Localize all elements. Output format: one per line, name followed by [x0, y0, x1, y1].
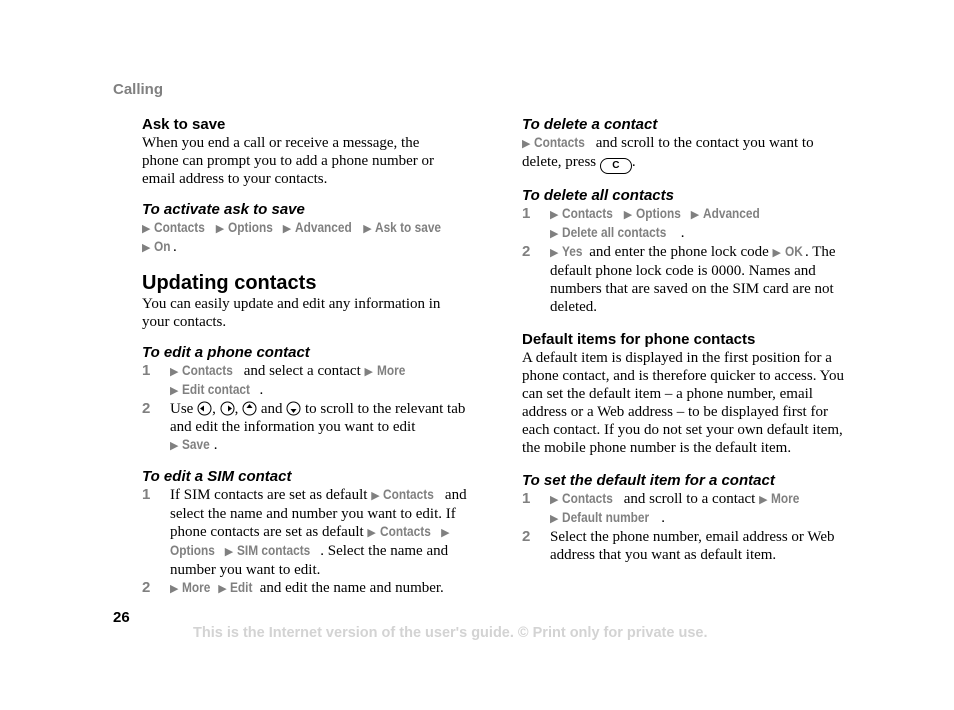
arrow-icon: ▶: [224, 546, 234, 558]
menu-contacts: Contacts: [534, 135, 586, 150]
right-column: [522, 116, 854, 564]
step-number: 1: [142, 362, 151, 379]
arrow-icon: ▶: [623, 209, 633, 221]
arrow-icon: ▶: [170, 583, 179, 595]
menu-more: More: [771, 491, 800, 506]
menu-options: Options: [227, 220, 273, 235]
menu-edit: Edit: [230, 580, 253, 595]
default-items-heading: Default items for phone contacts: [522, 331, 756, 348]
menu-ok: OK: [784, 244, 803, 259]
step-text: and enter the phone lock code: [589, 244, 769, 260]
menu-advanced: Advanced: [294, 220, 352, 235]
arrow-icon: ▶: [215, 223, 225, 235]
body-text: and scroll to the contact you want to delete, press: [522, 135, 814, 170]
set-default-heading: To set the default item for a contact: [522, 472, 775, 489]
section-header: Calling: [113, 81, 164, 98]
edit-phone-step-1: 1 ▶ Contacts and select a contact ▶ More ▶ Edit contact .: [142, 362, 406, 398]
nav-right-key-icon: [220, 401, 235, 416]
menu-on: On: [154, 239, 171, 254]
step-text: and select the name and number you want to edit. If phone contacts are set as default: [170, 487, 467, 540]
arrow-icon: ▶: [170, 385, 179, 397]
step-number: 1: [522, 205, 531, 222]
menu-yes: Yes: [562, 244, 583, 259]
clear-key-icon: C: [600, 158, 632, 174]
arrow-icon: ▶: [441, 527, 450, 539]
menu-edit-contact: Edit contact: [182, 382, 251, 397]
arrow-icon: ▶: [550, 228, 559, 240]
arrow-icon: ▶: [371, 490, 380, 502]
set-default-step-2: [522, 528, 850, 564]
menu-contacts: Contacts: [379, 524, 431, 539]
step-text: to scroll to the relevant tab and edit the information you want to edit: [170, 401, 466, 435]
updating-contacts-body: You can easily update and edit any information in your contacts.: [142, 296, 441, 330]
edit-phone-step-2: 2 Use , , and to scroll to the relevant tab and edit the information you want to edit ▶ Save .: [142, 400, 466, 453]
edit-phone-heading: To edit a phone contact: [142, 344, 310, 361]
step-number: 2: [142, 400, 151, 417]
arrow-icon: ▶: [218, 583, 227, 595]
footer-notice: This is the Internet version of the user's guide. © Print only for private use.: [193, 625, 708, 641]
left-column: [142, 116, 472, 598]
arrow-icon: ▶: [690, 209, 700, 221]
delete-all-step-2: [522, 243, 850, 316]
step-number: 2: [522, 243, 531, 260]
nav-left-key-icon: [197, 401, 212, 416]
step-number: 2: [522, 528, 531, 545]
updating-contacts-heading: Updating contacts: [142, 272, 317, 294]
menu-ask-to-save: Ask to save: [375, 220, 442, 235]
edit-sim-step-1: [142, 486, 470, 579]
menu-options: Options: [170, 543, 215, 558]
delete-contact-body: ▶ Contacts and scroll to the contact you want to delete, press C .: [522, 134, 842, 174]
arrow-icon: ▶: [363, 223, 372, 235]
delete-all-step-1: 1 ▶ Contacts ▶ Options ▶ Advanced ▶ Delete all contacts .: [522, 205, 760, 241]
step-text: . The default phone lock code is 0000. Names and numbers that are saved on the SIM card are not deleted.: [550, 244, 836, 315]
menu-delete-all-contacts: Delete all contacts: [562, 225, 667, 240]
set-default-step-1: 1 ▶ Contacts and scroll to a contact ▶ More ▶ Default number .: [522, 490, 800, 526]
ask-to-save-heading: Ask to save: [142, 116, 226, 133]
arrow-icon: ▶: [282, 223, 292, 235]
delete-contact-heading: To delete a contact: [522, 116, 658, 133]
arrow-icon: ▶: [364, 366, 373, 378]
step-text: If SIM contacts are set as default: [170, 487, 368, 503]
menu-more: More: [182, 580, 211, 595]
step-text: . Select the name and number you want to edit.: [170, 543, 449, 578]
arrow-icon: ▶: [550, 209, 559, 221]
nav-up-key-icon: [242, 401, 257, 416]
menu-contacts: Contacts: [562, 491, 614, 506]
activate-ask-path: ▶ Contacts ▶ Options ▶ Advanced ▶ Ask to save ▶ On .: [142, 220, 442, 255]
edit-sim-heading: To edit a SIM contact: [142, 468, 292, 485]
arrow-icon: ▶: [772, 247, 781, 259]
default-items-body: A default item is displayed in the first position for a phone contact, and is therefore quicker to access. You can set the default item – a phone number, email address or a Web address – to be displayed first for each contact. If you do not set your own default item, the mobile phone number is the default item.: [522, 350, 844, 456]
menu-more: More: [376, 363, 406, 378]
step-text: and edit the name and number.: [259, 580, 444, 596]
arrow-icon: ▶: [550, 494, 559, 506]
step-number: 1: [142, 486, 151, 503]
arrow-icon: ▶: [170, 440, 179, 452]
arrow-icon: ▶: [142, 242, 151, 254]
menu-default-number: Default number: [562, 510, 650, 525]
arrow-icon: ▶: [142, 223, 151, 235]
step-text: Select the phone number, email address or Web address that you want as default item.: [550, 529, 835, 563]
menu-options: Options: [635, 206, 681, 221]
menu-sim-contacts: SIM contacts: [236, 543, 311, 558]
step-number: 2: [142, 579, 151, 596]
activate-ask-heading: To activate ask to save: [142, 201, 305, 218]
step-text: and scroll to a contact: [623, 491, 756, 507]
edit-sim-step-2: [142, 579, 472, 598]
ask-to-save-body: When you end a call or receive a message, the phone can prompt you to add a phone number or email address to your contacts.: [142, 135, 435, 187]
step-text: and select a contact: [243, 363, 361, 379]
arrow-icon: ▶: [522, 138, 531, 150]
nav-down-key-icon: [286, 401, 301, 416]
arrow-icon: ▶: [759, 494, 768, 506]
menu-contacts: Contacts: [383, 487, 435, 502]
menu-contacts: Contacts: [562, 206, 614, 221]
arrow-icon: ▶: [170, 366, 179, 378]
menu-advanced: Advanced: [702, 206, 760, 221]
arrow-icon: ▶: [550, 247, 559, 259]
step-text: Use: [170, 401, 194, 417]
arrow-icon: ▶: [550, 513, 559, 525]
step-text: and: [260, 401, 283, 417]
delete-all-heading: To delete all contacts: [522, 187, 674, 204]
step-number: 1: [522, 490, 531, 507]
page-number: 26: [113, 609, 130, 626]
arrow-icon: ▶: [367, 527, 376, 539]
menu-save: Save: [182, 437, 210, 452]
menu-contacts: Contacts: [182, 363, 234, 378]
menu-contacts: Contacts: [154, 220, 206, 235]
